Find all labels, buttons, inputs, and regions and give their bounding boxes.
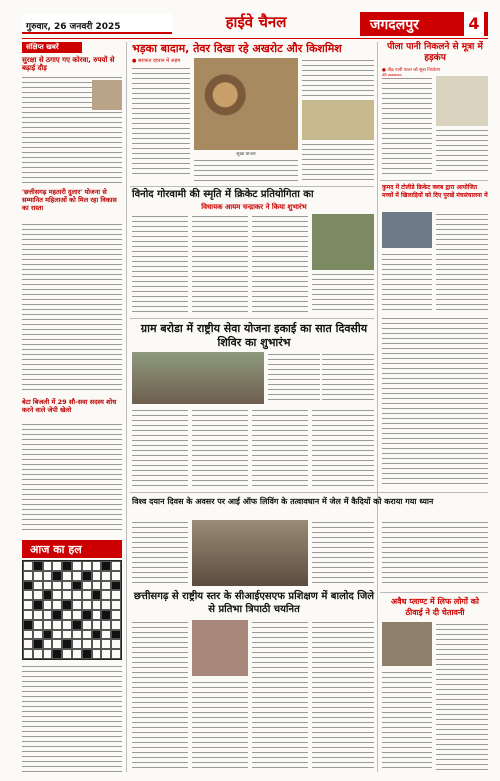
main-headline: भड़का बादाम, तेवर दिखा रहे अखरोट और किशमिश (132, 42, 342, 55)
column-divider-left (126, 42, 127, 772)
right-headline: पीला पानी निकलने से मूत्रा में हड़कंप (387, 42, 483, 63)
right-col-d1 (382, 670, 432, 772)
meditation-photo (192, 520, 308, 586)
brief-news-title-1: सुरक्षा से ठगाए गए कोरवा, रुपयों से बढ़ाई दौड़ (22, 56, 115, 72)
dry-fruits-photo-2 (302, 100, 374, 140)
crossword-grid (22, 560, 122, 660)
date-text: गुरुवार, 26 जनवरी 2025 (26, 22, 121, 32)
crossword-clues (22, 664, 122, 772)
water-photo (436, 76, 488, 126)
story2-col1 (132, 214, 188, 314)
right-col-d2 (436, 622, 488, 772)
brief-news-title-2: 'छत्तीसगढ़ महतारी दुलार' योजना से सम्मानित महिलाओं को मिल रहा विकास का रास्ता (22, 188, 117, 212)
right-story-d: अवैध प्लाण्ट में लिफ लोगों को ठीवाई ने दी चेतावनी (391, 597, 479, 617)
main-byline: ● सराफत रहतान में अहम (132, 58, 181, 64)
brief-news-body-3 (22, 422, 122, 532)
rule-right-d (380, 592, 488, 593)
plant-photo (382, 622, 432, 666)
cricket-photo (312, 214, 374, 270)
pratibha-photo (192, 620, 248, 676)
right-col-b1 (382, 252, 432, 312)
rule-right-b (380, 180, 488, 181)
right-story-b: कुमद में टोलीडे क्रिकेट क्लब द्वारा आयोजित मच्चों में खिलाड़ियों को दिए पुरखें मंचसंचालना में (382, 184, 488, 199)
story5-headline: छत्तीसगढ़ से राष्ट्रीय स्तर के सीआईएसएफ प्रशिक्षण में बालोद जिले से प्रतिभा त्रिपाठी चयनित (133, 591, 375, 615)
date-bar (22, 14, 172, 34)
rule-story2 (130, 186, 374, 187)
brief-news-body-2 (22, 222, 122, 394)
story3-headline: ग्राम बरोडा में राष्ट्रीय सेवा योजना इकाई का सात दिवसीय शिविर का शुभारंभ (140, 322, 368, 349)
story2-col4 (312, 272, 374, 314)
main-story-col3a (302, 58, 374, 98)
rule-story3 (130, 318, 374, 319)
story3-col2 (192, 408, 248, 488)
story4-col1 (132, 520, 188, 586)
page-number: 4 (464, 12, 484, 36)
story2-subheadline: विधायक आयम चन्द्राकर ने किया शुभारंभ (201, 203, 307, 211)
rule-story4 (130, 492, 488, 493)
section-title: हाईवे चैनल (225, 13, 287, 31)
story3-col-right2 (322, 352, 374, 404)
page-title: जगदलपुर 4 (360, 12, 488, 36)
brief-news-label: संक्षिप्त खबरें (22, 42, 82, 53)
column-divider-right (377, 42, 378, 772)
story4-col3 (312, 520, 374, 586)
today-label-box: आज का हल (22, 540, 122, 558)
main-story-under-photo (194, 158, 298, 184)
story3-col-right1 (268, 352, 320, 404)
story3-col1 (132, 408, 188, 488)
news-photo-1 (92, 80, 122, 110)
story4-col4 (382, 520, 488, 586)
right-col1 (382, 76, 432, 174)
dry-fruits-photo (194, 58, 298, 150)
nss-camp-photo (132, 352, 264, 404)
header-rule (22, 38, 488, 39)
story5-col3 (252, 620, 308, 772)
story4-headline: विश्व दयान दिवस के अवसर पर आई ऑफ लिविंग के तत्वावधान में जेल में कैदियों को कराया गया ध्यान (132, 497, 434, 506)
main-story-col1 (132, 66, 190, 178)
right-col2 (436, 128, 488, 174)
story3-col4 (312, 408, 374, 488)
main-story-col3b (302, 142, 374, 184)
photo-caption: सूखा बाजार (236, 152, 256, 157)
story2-col2 (192, 214, 248, 314)
story5-col1 (132, 620, 188, 772)
right-col-b2 (436, 212, 488, 312)
story3-col3 (252, 408, 308, 488)
story2-col3 (252, 214, 308, 314)
brief-news-title-3: बेटा बिजली में 29 सौ-सवा सदस्य शोध करने वाले जेपी खेलो (22, 398, 117, 414)
story2-headline: विनोद गोरवामी की स्मृति में क्रिकेट प्रतियोगिता का (132, 189, 314, 200)
cricket-club-photo (382, 212, 432, 248)
right-col-c (382, 316, 488, 488)
right-sub: ● तीव्र पानी पाला जो सूत्रा निर्धारण (382, 68, 440, 73)
story5-col2 (192, 680, 248, 772)
story5-col4 (312, 620, 374, 772)
